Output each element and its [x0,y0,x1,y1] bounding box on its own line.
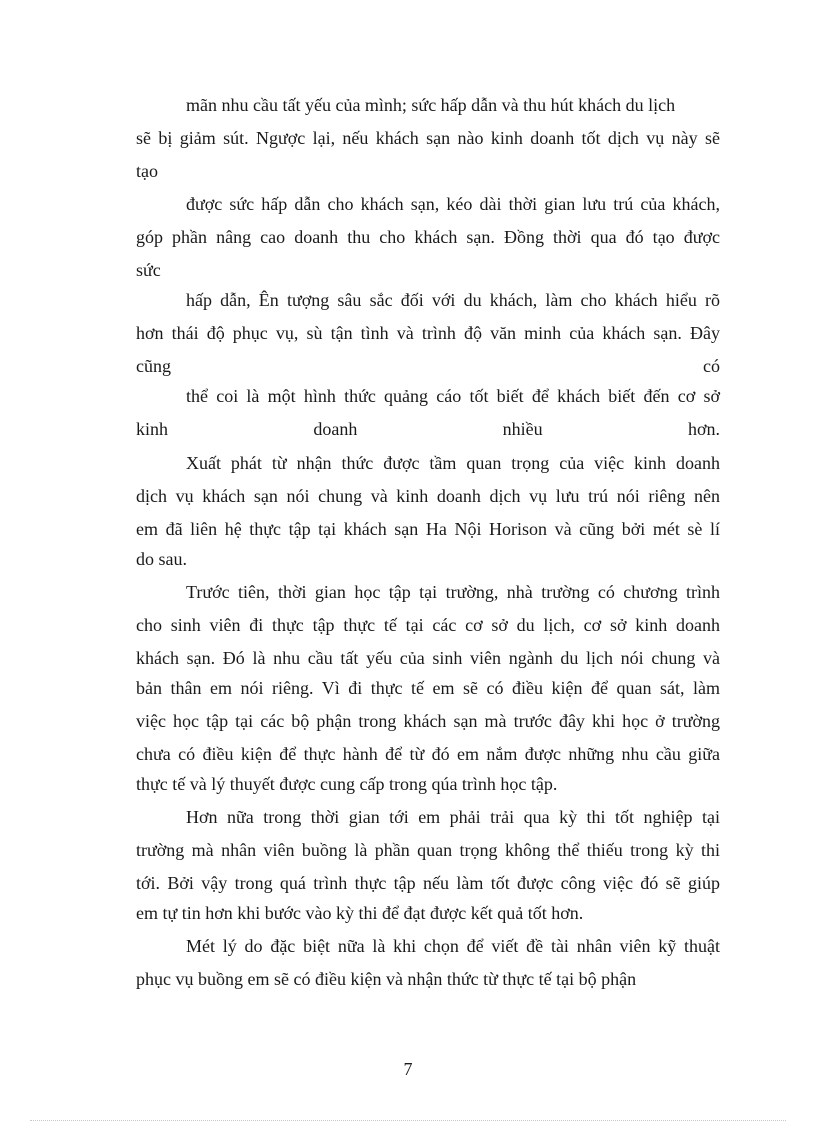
page-bottom-divider [30,1120,786,1121]
text-line: Mét lý do đặc biệt nữa là khi chọn để viết đề tài nhân viên kỹ thuật [186,936,720,956]
text-line: em đã liên hệ thực tập tại khách sạn Ha Nội Horison và cũng bởi mét sè lí [136,519,720,539]
text-line: Hơn nữa trong thời gian tới em phải trải qua kỳ thi tốt nghiệp tại [186,807,720,827]
text-line: sẽ bị giảm sút. Ngược lại, nếu khách sạn nào kinh doanh tốt dịch vụ này sẽ [136,128,720,148]
text-line: khách sạn. Đó là nhu cầu tất yếu của sinh viên ngành du lịch nói chung và [136,648,720,668]
text-line: thể coi là một hình thức quảng cáo tốt biết để khách biết đến cơ sở [186,386,720,406]
text-line: mãn nhu cầu tất yếu của mình; sức hấp dẫn và thu hút khách du lịch [186,95,676,115]
text-line: cũng có [136,356,720,376]
text-line: kinh doanh nhiều hơn. [136,419,720,439]
text-line: trường mà nhân viên buồng là phần quan trọng không thể thiếu trong kỳ thi [136,840,720,860]
text-line: hơn thái độ phục vụ, sù tận tình và trình độ văn minh của khách sạn. Đây [136,323,720,343]
text-line: góp phần nâng cao doanh thu cho khách sạn. Đồng thời qua đó tạo được [136,227,720,247]
text-line: việc học tập tại các bộ phận trong khách sạn mà trước đây khi học ở trường [136,711,720,731]
text-line: tới. Bởi vậy trong quá trình thực tập nếu làm tốt được công việc đó sẽ giúp [136,873,720,893]
text-line: dịch vụ khách sạn nói chung và kinh doanh dịch vụ lưu trú nói riêng nên [136,486,720,506]
text-line: do sau. [136,549,187,569]
text-line: bản thân em nói riêng. Vì đi thực tế em sẽ có điều kiện để quan sát, làm [136,678,720,698]
text-line: em tự tin hơn khi bước vào kỳ thi để đạt được kết quả tốt hơn. [136,903,584,923]
text-line: cho sinh viên đi thực tập thực tế tại các cơ sở du lịch, cơ sở kinh doanh [136,615,720,635]
text-line: được sức hấp dẫn cho khách sạn, kéo dài thời gian lưu trú của khách, [186,194,720,214]
text-line: Xuất phát từ nhận thức được tầm quan trọng của việc kinh doanh [186,453,720,473]
page-number: 7 [403,1059,413,1079]
text-line: phục vụ buồng em sẽ có điều kiện và nhận thức từ thực tế tại bộ phận [136,969,637,989]
text-line: tạo [136,161,158,181]
text-line: sức [136,260,161,280]
text-line: chưa có điều kiện để thực hành để từ đó em nắm được những nhu cầu giữa [136,744,720,764]
text-line: hấp dẫn, Ên tượng sâu sắc đối với du khách, làm cho khách hiểu rõ [186,290,720,310]
text-line: thực tế và lý thuyết được cung cấp trong qúa trình học tập. [136,774,558,794]
text-line: Trước tiên, thời gian học tập tại trường, nhà trường có chương trình [186,582,720,602]
